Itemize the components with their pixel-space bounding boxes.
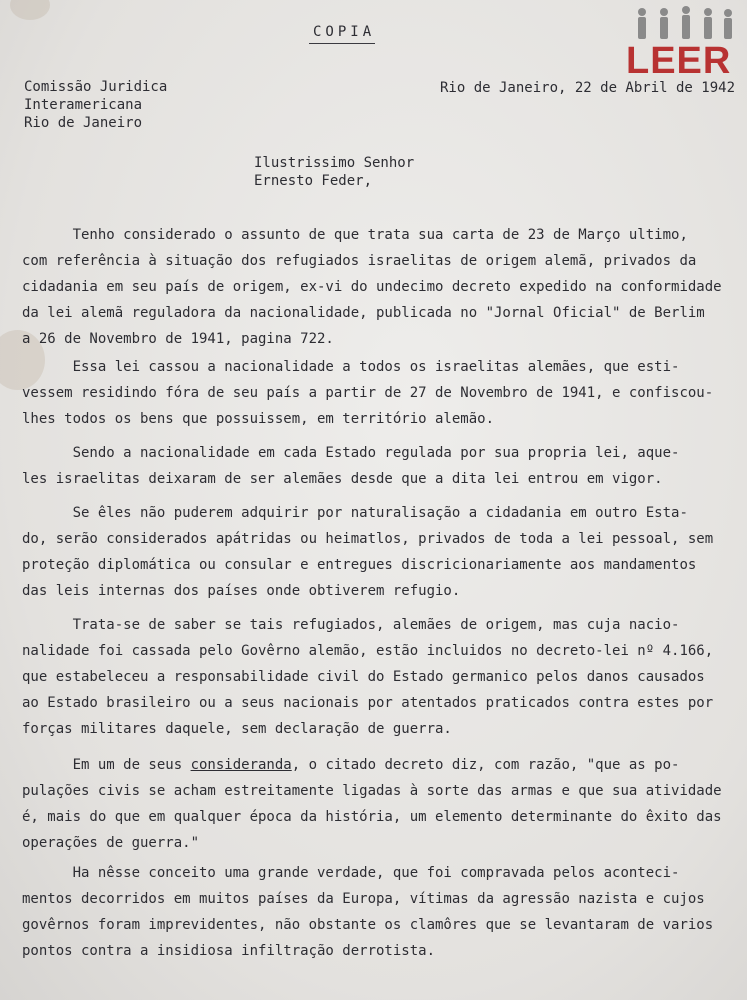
sender-line: Interamericana xyxy=(24,97,143,113)
paragraph-line: mentos decorridos em muitos países da Europa, vítimas da agressão nazista e cujos xyxy=(22,891,705,907)
sender-line: Rio de Janeiro xyxy=(24,115,143,131)
paragraph-line: com referência à situação dos refugiados israelitas de origem alemã, privados da xyxy=(22,253,697,269)
paragraph-line: forças militares daquele, sem declaração de guerra. xyxy=(22,721,452,737)
paragraph xyxy=(22,500,718,604)
paragraph-line: Trata-se de saber se tais refugiados, alemães de origem, mas cuja nacio- xyxy=(22,617,680,633)
paragraph-line: Ha nêsse conceito uma grande verdade, que foi compravada pelos aconteci- xyxy=(22,865,680,881)
paragraph-line: les israelitas deixaram de ser alemães desde que a dita lei entrou em vigor. xyxy=(22,471,663,487)
paragraph-line: que estabeleceu a responsabilidade civil do Estado germanico pelos danos causados xyxy=(22,669,705,685)
paragraph xyxy=(22,222,722,352)
paragraph-line: ao Estado brasileiro ou a seus nacionais por atentados praticados contra estes por xyxy=(22,695,714,711)
salutation-line: Ilustrissimo Senhor xyxy=(254,155,415,171)
paragraph xyxy=(22,354,718,432)
paragraph-line: Em um de seus consideranda, o citado decreto diz, com razão, "que as po- xyxy=(22,757,680,773)
paragraph-line: vessem residindo fóra de seu país a partir de 27 de Novembro de 1941, e confiscou- xyxy=(22,385,714,401)
paragraph-line: lhes todos os bens que possuissem, em território alemão. xyxy=(22,411,495,427)
paragraph-line: a 26 de Novembro de 1941, pagina 722. xyxy=(22,331,334,347)
paragraph-line: das leis internas dos países onde obtiverem refugio. xyxy=(22,583,461,599)
paragraph-line: da lei alemã reguladora da nacionalidade, publicada no "Jornal Oficial" de Berlim xyxy=(22,305,705,321)
paragraph-line: cidadania em seu país de origem, ex-vi do undecimo decreto expedido na conformidade xyxy=(22,279,722,295)
paragraph xyxy=(22,440,718,492)
paragraph-line: Se êles não puderem adquirir por naturalisação a cidadania em outro Esta- xyxy=(22,505,688,521)
paragraph xyxy=(22,612,718,742)
paragraph-line: operações de guerra." xyxy=(22,835,200,851)
paragraph-line: govêrnos foram imprevidentes, não obstante os clamôres que se levantaram de varios xyxy=(22,917,714,933)
leer-logo-text: LEER xyxy=(626,40,732,82)
sender-block xyxy=(24,78,167,132)
copy-stamp: COPIA xyxy=(313,24,375,40)
sender-line: Comissão Juridica xyxy=(24,79,168,95)
salutation-block xyxy=(254,154,414,190)
paragraph-line: proteção diplomática ou consular e entregues discricionariamente aos mandamentos xyxy=(22,557,697,573)
people-icon xyxy=(620,4,744,44)
paragraph-line: nalidade foi cassada pelo Govêrno alemão, estão incluidos no decreto-lei nº 4.166, xyxy=(22,643,714,659)
paragraph-line: Sendo a nacionalidade em cada Estado regulada por sua propria lei, aque- xyxy=(22,445,680,461)
salutation-line: Ernesto Feder, xyxy=(254,173,373,189)
paragraph-line: Tenho considerado o assunto de que trata sua carta de 23 de Março ultimo, xyxy=(22,227,688,243)
paragraph-line: do, serão considerados apátridas ou heimatlos, privados de toda a lei pessoal, sem xyxy=(22,531,714,547)
paper-stain xyxy=(10,0,50,20)
paragraph-line: pontos contra a insidiosa infiltração derrotista. xyxy=(22,943,436,959)
paragraph-line: Essa lei cassou a nacionalidade a todos os israelitas alemães, que esti- xyxy=(22,359,680,375)
paragraph-line: é, mais do que em qualquer época da história, um elemento determinante do êxito das xyxy=(22,809,722,825)
paragraph-line: pulações civis se acham estreitamente ligadas à sorte das armas e que sua atividade xyxy=(22,783,722,799)
paragraph xyxy=(22,860,718,964)
date-line: Rio de Janeiro, 22 de Abril de 1942 xyxy=(440,80,736,96)
paragraph xyxy=(22,752,722,856)
